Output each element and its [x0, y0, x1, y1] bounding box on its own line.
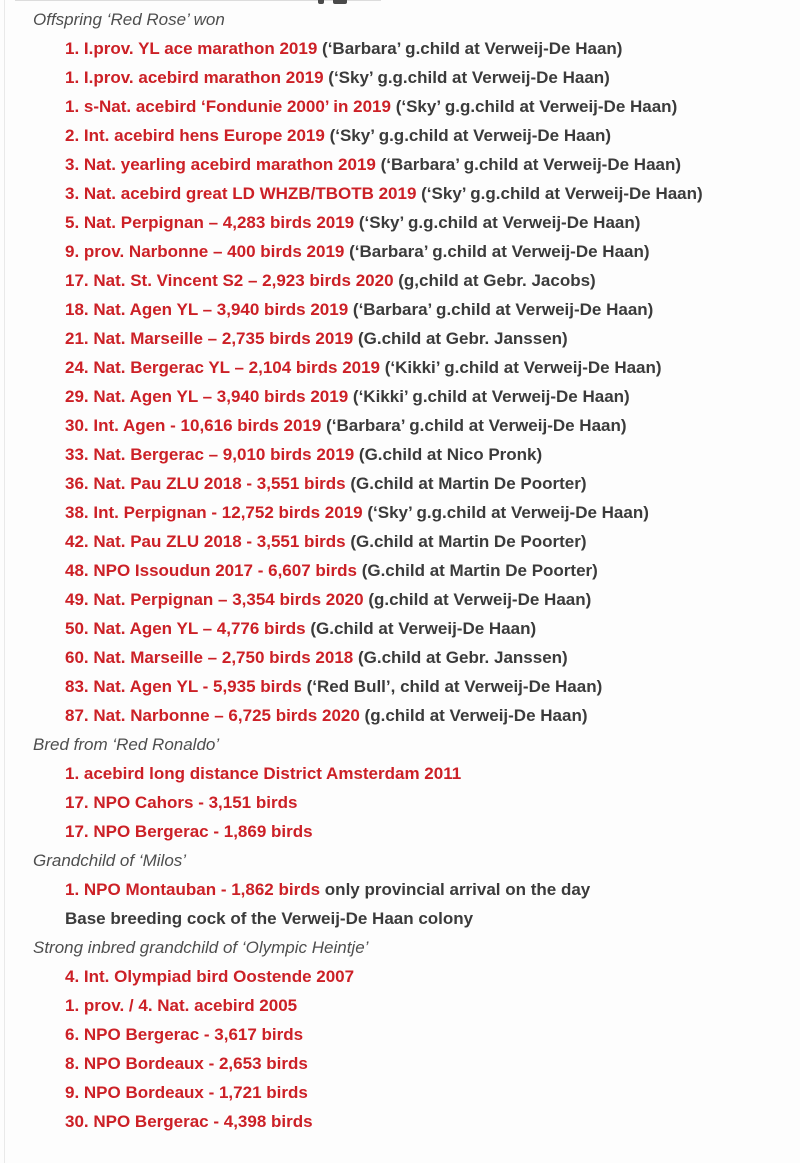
result-line	[0, 353, 800, 382]
result-achievement: 18. Nat. Agen YL – 3,940 birds 2019	[65, 300, 349, 319]
result-line	[0, 237, 800, 266]
result-line	[0, 614, 800, 643]
result-section	[0, 730, 800, 846]
result-achievement: 29. Nat. Agen YL – 3,940 birds 2019	[65, 387, 349, 406]
result-attribution: (G.child at Martin De Poorter)	[350, 532, 587, 551]
result-line	[0, 498, 800, 527]
result-achievement: 49. Nat. Perpignan – 3,354 birds 2020	[65, 590, 364, 609]
result-achievement: 24. Nat. Bergerac YL – 2,104 birds 2019	[65, 358, 381, 377]
result-line	[0, 991, 800, 1020]
result-achievement: 8. NPO Bordeaux - 2,653 birds	[65, 1054, 308, 1073]
result-achievement: 38. Int. Perpignan - 12,752 birds 2019	[65, 503, 363, 522]
result-attribution: (‘Sky’ g.g.child at Verweij-De Haan)	[329, 126, 612, 145]
result-line	[0, 556, 800, 585]
result-attribution: (‘Red Bull’, child at Verweij-De Haan)	[306, 677, 603, 696]
result-line	[0, 121, 800, 150]
clipped-text-descender	[333, 0, 347, 4]
result-line	[0, 643, 800, 672]
pedigree-results	[0, 5, 800, 1136]
section-heading: Offspring ‘Red Rose’ won	[33, 10, 225, 29]
clipped-line-hairline	[15, 0, 381, 1]
result-achievement: 21. Nat. Marseille – 2,735 birds 2019	[65, 329, 354, 348]
result-attribution: (G.child at Gebr. Janssen)	[357, 329, 568, 348]
result-achievement: 6. NPO Bergerac - 3,617 birds	[65, 1025, 304, 1044]
result-attribution: (G.child at Verweij-De Haan)	[310, 619, 537, 638]
result-achievement: 1. I.prov. acebird marathon 2019	[65, 68, 324, 87]
result-line	[0, 904, 800, 933]
result-section	[0, 933, 800, 1136]
result-achievement: 1. s-Nat. acebird ‘Fondunie 2000’ in 2019	[65, 97, 391, 116]
result-achievement: 42. Nat. Pau ZLU 2018 - 3,551 birds	[65, 532, 346, 551]
result-section	[0, 846, 800, 933]
result-line	[0, 1020, 800, 1049]
result-attribution: (‘Sky’ g.g.child at Verweij-De Haan)	[395, 97, 678, 116]
result-attribution: (‘Sky’ g.g.child at Verweij-De Haan)	[367, 503, 649, 522]
section-heading: Strong inbred grandchild of ‘Olympic Heintje’	[33, 938, 369, 957]
clipped-text-descender	[318, 0, 324, 4]
result-attribution: (G.child at Nico Pronk)	[358, 445, 543, 464]
result-achievement: 2. Int. acebird hens Europe 2019	[65, 126, 325, 145]
result-attribution: (‘Barbara’ g.child at Verweij-De Haan)	[349, 242, 650, 261]
result-line	[0, 875, 800, 904]
result-line	[0, 469, 800, 498]
result-attribution: (‘Sky’ g.g.child at Verweij-De Haan)	[358, 213, 641, 232]
result-achievement: 17. NPO Cahors - 3,151 birds	[65, 793, 298, 812]
result-attribution: (‘Barbara’ g.child at Verweij-De Haan)	[322, 39, 623, 58]
result-line	[0, 759, 800, 788]
result-achievement: 9. NPO Bordeaux - 1,721 birds	[65, 1083, 308, 1102]
result-line	[0, 585, 800, 614]
result-line	[0, 1078, 800, 1107]
result-achievement: 30. NPO Bergerac - 4,398 birds	[65, 1112, 313, 1131]
result-attribution: (‘Barbara’ g.child at Verweij-De Haan)	[352, 300, 654, 319]
result-section	[0, 5, 800, 730]
result-achievement: 3. Nat. acebird great LD WHZB/TBOTB 2019	[65, 184, 417, 203]
result-achievement: 1. prov. / 4. Nat. acebird 2005	[65, 996, 298, 1015]
result-line	[0, 962, 800, 991]
result-achievement: 1. acebird long distance District Amsterdam 2011	[65, 764, 462, 783]
result-line	[0, 1107, 800, 1136]
result-attribution: (G.child at Gebr. Janssen)	[357, 648, 568, 667]
result-attribution: (‘Barbara’ g.child at Verweij-De Haan)	[380, 155, 682, 174]
result-line	[0, 63, 800, 92]
result-attribution: (‘Sky’ g.g.child at Verweij-De Haan)	[421, 184, 703, 203]
result-attribution: (g.child at Verweij-De Haan)	[368, 590, 592, 609]
result-line	[0, 150, 800, 179]
result-line	[0, 411, 800, 440]
result-achievement: 50. Nat. Agen YL – 4,776 birds	[65, 619, 306, 638]
result-line	[0, 295, 800, 324]
result-achievement: 17. Nat. St. Vincent S2 – 2,923 birds 2020	[65, 271, 394, 290]
result-line	[0, 208, 800, 237]
result-line	[0, 527, 800, 556]
result-line	[0, 324, 800, 353]
result-line	[0, 440, 800, 469]
result-achievement: 17. NPO Bergerac - 1,869 birds	[65, 822, 313, 841]
result-line	[0, 788, 800, 817]
result-achievement: 87. Nat. Narbonne – 6,725 birds 2020	[65, 706, 360, 725]
result-attribution: (G.child at Martin De Poorter)	[361, 561, 598, 580]
result-attribution: (g.child at Verweij-De Haan)	[364, 706, 588, 725]
section-heading: Grandchild of ‘Milos’	[33, 851, 187, 870]
result-achievement: 1. NPO Montauban - 1,862 birds	[65, 880, 321, 899]
result-line	[0, 382, 800, 411]
result-attribution: (‘Sky’ g.g.child at Verweij-De Haan)	[328, 68, 610, 87]
result-achievement: 1. I.prov. YL ace marathon 2019	[65, 39, 318, 58]
result-achievement: 30. Int. Agen - 10,616 birds 2019	[65, 416, 322, 435]
result-attribution: (‘Kikki’ g.child at Verweij-De Haan)	[352, 387, 630, 406]
result-line	[0, 34, 800, 63]
result-line	[0, 817, 800, 846]
result-line	[0, 1049, 800, 1078]
result-line	[0, 672, 800, 701]
result-attribution: only provincial arrival on the day	[324, 880, 591, 899]
result-achievement: 83. Nat. Agen YL - 5,935 birds	[65, 677, 302, 696]
result-attribution: Base breeding cock of the Verweij-De Haan colony	[65, 909, 474, 928]
result-achievement: 48. NPO Issoudun 2017 - 6,607 birds	[65, 561, 357, 580]
result-achievement: 33. Nat. Bergerac – 9,010 birds 2019	[65, 445, 355, 464]
result-achievement: 5. Nat. Perpignan – 4,283 birds 2019	[65, 213, 355, 232]
result-line	[0, 92, 800, 121]
result-line	[0, 266, 800, 295]
section-heading: Bred from ‘Red Ronaldo’	[33, 735, 220, 754]
result-attribution: (‘Kikki’ g.child at Verweij-De Haan)	[384, 358, 662, 377]
result-achievement: 9. prov. Narbonne – 400 birds 2019	[65, 242, 345, 261]
result-line	[0, 701, 800, 730]
result-attribution: (g,child at Gebr. Jacobs)	[398, 271, 596, 290]
result-achievement: 3. Nat. yearling acebird marathon 2019	[65, 155, 376, 174]
result-line	[0, 179, 800, 208]
result-achievement: 60. Nat. Marseille – 2,750 birds 2018	[65, 648, 354, 667]
result-attribution: (G.child at Martin De Poorter)	[350, 474, 587, 493]
result-attribution: (‘Barbara’ g.child at Verweij-De Haan)	[326, 416, 627, 435]
result-achievement: 4. Int. Olympiad bird Oostende 2007	[65, 967, 355, 986]
result-achievement: 36. Nat. Pau ZLU 2018 - 3,551 birds	[65, 474, 346, 493]
